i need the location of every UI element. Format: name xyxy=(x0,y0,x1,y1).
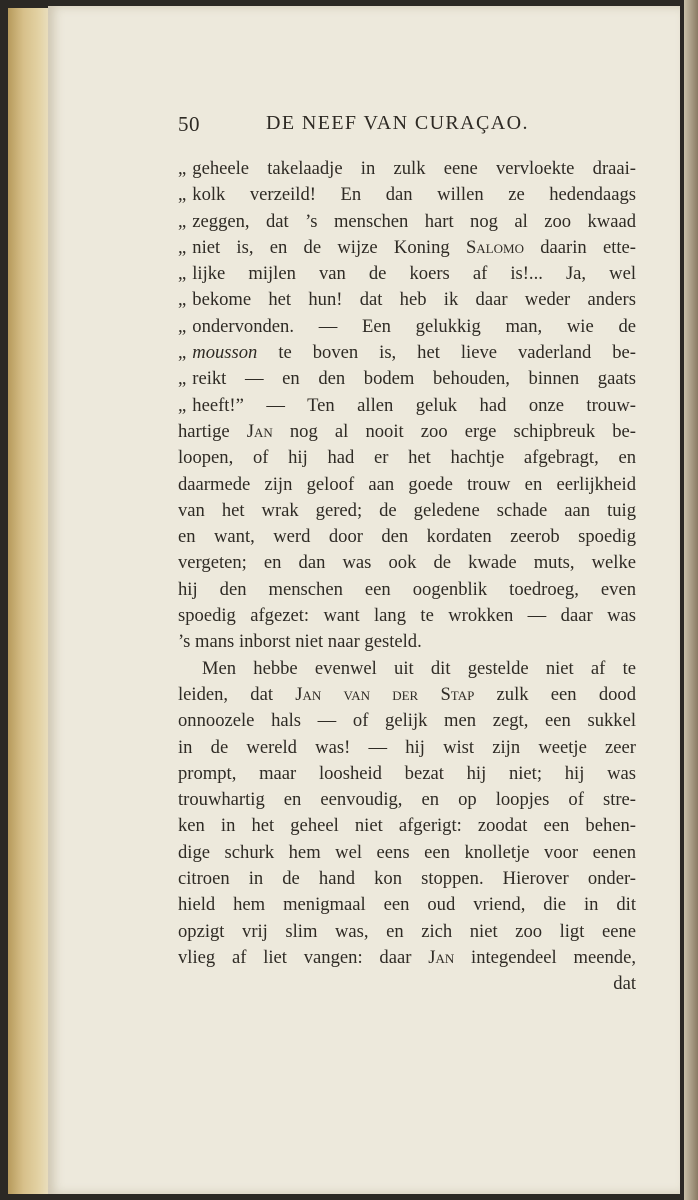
page-number: 50 xyxy=(178,112,200,136)
text-line: van het wrak gered; de geledene schade aan tuig xyxy=(178,499,636,521)
text-line: en want, werd door den kordaten zeerob spoedig xyxy=(178,526,636,548)
text-line: „ niet is, en de wijze Koning Salomo daarin ette- xyxy=(178,236,636,258)
name-jan-van-der-stap: Jan van der Stap xyxy=(295,683,475,705)
text-line: opzigt vrij slim was, en zich niet zoo ligt eene xyxy=(178,920,636,942)
text-line: „ reikt — en den bodem behouden, binnen gaats xyxy=(178,368,636,390)
name-jan: Jan xyxy=(428,946,455,968)
text-line: hartige Jan nog al nooit zoo erge schipbreuk be- xyxy=(178,420,636,442)
text-line: citroen in de hand kon stoppen. Hierover onder- xyxy=(178,868,636,890)
text-line: vergeten; en dan was ook de kwade muts, welke xyxy=(178,552,636,574)
page-header xyxy=(178,112,560,140)
text-line: trouwhartig en eenvoudig, en op loopjes of stre- xyxy=(178,789,636,811)
name-jan: Jan xyxy=(246,420,273,442)
text-line: „ ondervonden. — Een gelukkig man, wie de xyxy=(178,315,636,337)
text-line: hij den menschen een oogenblik toedroeg, even xyxy=(178,578,636,600)
scan-right-border xyxy=(684,0,698,1200)
name-salomo: Salomo xyxy=(465,236,524,258)
text-line: spoedig afgezet: want lang te wrokken — daar was xyxy=(178,605,636,627)
text-line: onnoozele hals — of gelijk men zegt, een sukkel xyxy=(178,710,636,732)
text-line: „ geheele takelaadje in zulk eene vervloekte draai- xyxy=(178,158,636,179)
text-line: „ zeggen, dat ’s menschen hart nog al zoo kwaad xyxy=(178,210,636,232)
text-line: „ bekome het hun! dat heb ik daar weder anders xyxy=(178,289,636,311)
book-page-edge xyxy=(8,8,52,1194)
text-line: loopen, of hij had er het hachtje afgebragt, en xyxy=(178,447,636,469)
catchword: dat xyxy=(613,973,636,995)
text-line: hield hem menigmaal een oud vriend, die in dit xyxy=(178,894,636,916)
text-line: ken in het geheel niet afgerigt: zoodat een behen- xyxy=(178,815,636,837)
text-line: „ kolk verzeild! En dan willen ze hedendaags xyxy=(178,184,636,206)
text-line: leiden, dat Jan van der Stap zulk een dood xyxy=(178,683,637,705)
text-line: „ mousson te boven is, het lieve vaderland be- xyxy=(178,342,636,364)
text-line: „ heeft!” — Ten allen geluk had onze trouw- xyxy=(178,394,636,416)
text-line: prompt, maar loosheid bezat hij niet; hij was xyxy=(178,762,636,784)
running-title: DE NEEF VAN CURAÇAO. xyxy=(266,112,529,134)
text-line: Men hebbe evenwel uit dit gestelde niet af te xyxy=(202,657,636,679)
text-line: vlieg af liet vangen: daar Jan integendeel meende, xyxy=(178,946,636,968)
body-text xyxy=(178,156,636,998)
text-line: in de wereld was! — hij wist zijn weetje zeer xyxy=(178,736,636,758)
text-line: daarmede zijn geloof aan goede trouw en eerlijkheid xyxy=(178,473,636,495)
italic-mousson: mousson xyxy=(192,342,258,364)
text-line: ’s mans inborst niet naar gesteld. xyxy=(178,631,422,653)
text-line: dige schurk hem wel eens een knolletje voor eenen xyxy=(178,841,636,863)
text-line: „ lijke mijlen van de koers af is!... Ja, wel xyxy=(178,263,636,285)
